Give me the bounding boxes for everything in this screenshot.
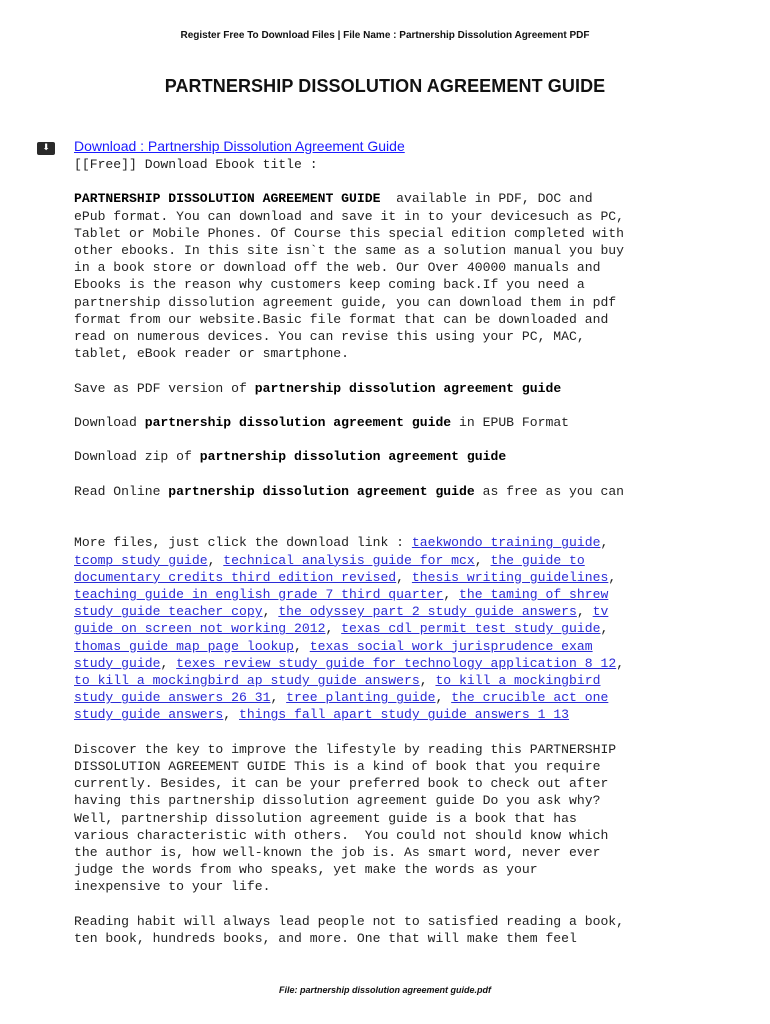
file-link[interactable]: texas cdl permit test study guide <box>341 621 601 637</box>
intro-bold-title: PARTNERSHIP DISSOLUTION AGREEMENT GUIDE <box>74 191 381 207</box>
zip-line <box>74 448 744 465</box>
download-subtitle: [[Free]] Download Ebook title : <box>74 157 318 172</box>
file-link[interactable]: texas social work jurisprudence exam <box>309 638 593 654</box>
discover-line: Discover the key to improve the lifestyle by reading this PARTNERSHIP <box>74 741 617 757</box>
format-bold: partnership dissolution agreement guide <box>168 483 475 499</box>
intro-line: available in PDF, DOC and <box>380 191 593 207</box>
discover-line: various characteristic with others. You could not should know which <box>74 827 609 843</box>
file-link[interactable]: to kill a mockingbird <box>435 672 601 688</box>
format-text: Download zip of <box>74 449 200 465</box>
file-link[interactable]: study guide teacher copy <box>74 604 263 620</box>
discover-line: having this partnership dissolution agreement guide Do you ask why? <box>74 793 601 809</box>
reading-paragraph <box>74 913 744 947</box>
format-text: Save as PDF version of <box>74 380 255 396</box>
discover-paragraph <box>74 741 744 896</box>
file-link[interactable]: study guide answers 26 31 <box>74 690 271 706</box>
format-bold: partnership dissolution agreement guide <box>144 415 452 430</box>
intro-line: ePub format. You can download and save it in to your devicesuch as PC, <box>74 208 625 224</box>
discover-line: the author is, how well-known the job is. As smart word, never ever <box>74 845 601 860</box>
reading-line: ten book, hundreds books, and more. One that will make them feel <box>74 931 577 946</box>
intro-paragraph <box>74 190 744 362</box>
discover-line: Well, partnership dissolution agreement guide is a book that has <box>74 810 577 826</box>
format-bold: partnership dissolution agreement guide <box>199 449 507 465</box>
format-text: as free as you can <box>474 483 625 499</box>
intro-line: Ebooks is the reason why customers keep coming back.If you need a <box>74 277 585 293</box>
intro-line: read on numerous devices. You can revise this using your PC, MAC, <box>74 329 585 345</box>
document-body <box>74 156 744 947</box>
discover-line: inexpensive to your life. <box>74 879 271 895</box>
file-link[interactable]: tcomp study guide <box>74 552 208 568</box>
file-link[interactable]: texes review study guide for technology application 8 12 <box>176 655 617 671</box>
file-link[interactable]: taekwondo training guide <box>411 535 601 551</box>
file-link[interactable]: documentary credits third edition revised <box>74 569 397 585</box>
discover-line: DISSOLUTION AGREEMENT GUIDE This is a kind of book that you require <box>74 758 601 774</box>
file-link[interactable]: tree planting guide <box>286 690 436 706</box>
page-title: PARTNERSHIP DISSOLUTION AGREEMENT GUIDE <box>164 76 606 96</box>
file-link[interactable]: technical analysis guide for mcx <box>223 552 475 568</box>
intro-line: partnership dissolution agreement guide, you can download them in pdf <box>74 294 617 310</box>
page-header: Register Free To Download Files | File Name : Partnership Dissolution Agreement PDF <box>180 30 590 41</box>
intro-line: Tablet or Mobile Phones. Of Course this special edition completed with <box>74 225 625 241</box>
more-files-intro: More files, just click the download link : <box>74 535 412 551</box>
intro-line: in a book store or download off the web. Our Over 40000 manuals and <box>74 260 601 276</box>
file-link[interactable]: thomas guide map page lookup <box>74 638 295 654</box>
read-online-line <box>74 483 744 500</box>
discover-line: currently. Besides, it can be your preferred book to check out after <box>74 776 609 792</box>
file-link[interactable]: study guide answers <box>74 707 224 723</box>
file-link[interactable]: the odyssey part 2 study guide answers <box>278 604 577 620</box>
file-link[interactable]: thesis writing guidelines <box>411 569 609 585</box>
epub-line <box>74 414 744 431</box>
file-link[interactable]: the crucible act one <box>451 690 609 706</box>
intro-line: tablet, eBook reader or smartphone. <box>74 346 350 362</box>
intro-line: format from our website.Basic file format that can be downloaded and <box>74 311 609 327</box>
download-link[interactable]: Download : Partnership Dissolution Agreement Guide <box>74 138 405 154</box>
file-link[interactable]: study guide <box>74 655 161 671</box>
format-text: in EPUB Format <box>451 415 570 430</box>
file-link[interactable]: to kill a mockingbird ap study guide answers <box>74 672 420 688</box>
file-link[interactable]: the guide to <box>490 552 585 568</box>
discover-line: judge the words from who speaks, yet make the words as your <box>74 862 538 878</box>
file-link[interactable]: teaching guide in english grade 7 third quarter <box>74 586 444 602</box>
file-link[interactable]: the taming of shrew <box>459 586 609 602</box>
save-pdf-line <box>74 380 744 397</box>
format-bold: partnership dissolution agreement guide <box>254 380 562 396</box>
format-text: Download <box>74 415 145 430</box>
reading-line: Reading habit will always lead people not to satisfied reading a book, <box>74 913 625 929</box>
more-files-block: More files, just click the download link : taekwondo training guide, tcomp study guide, technical analysis guide for mcx, the guide to documentary credits third edition revised, thesis writing guidelines, teaching guide in english grade 7 third quarter, the taming of shrew study guide teacher copy, the odyssey part 2 study guide answers, tv guide on screen not working 2012, texas cdl permit test study guide, thomas guide map page lookup, texas social work jurisprudence exam study guide, texes review study guide for technology application 8 12, to kill a mockingbird ap study guide answers, to kill a mockingbird study guide answers 26 31, tree planting guide, the crucible act one study guide answers, things fall apart study guide answers 1 13 <box>74 535 625 723</box>
intro-line: other ebooks. In this site isn`t the same as a solution manual you buy <box>74 243 625 258</box>
file-link[interactable]: things fall apart study guide answers 1 13 <box>239 707 570 723</box>
format-text: Read Online <box>74 483 169 499</box>
file-link[interactable]: guide on screen not working 2012 <box>74 621 326 637</box>
page-footer: File: partnership dissolution agreement guide.pdf <box>278 985 492 995</box>
file-link[interactable]: tv <box>592 604 609 620</box>
download-icon[interactable]: ⬇ <box>37 142 55 155</box>
